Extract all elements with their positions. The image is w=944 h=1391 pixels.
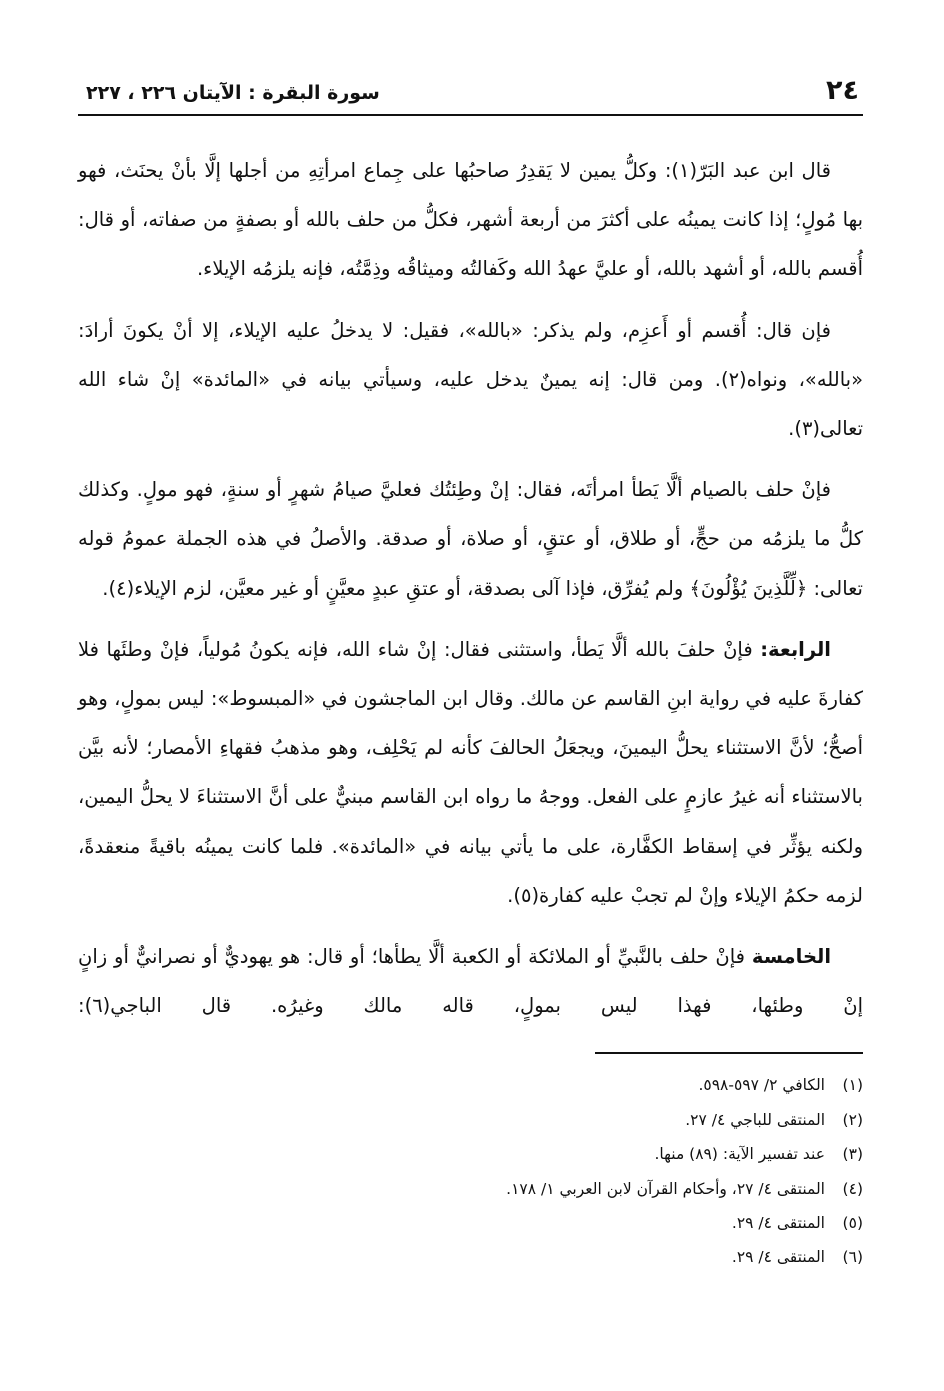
footnote-number: (٢) [842,1110,863,1129]
paragraph-lead: الخامسة [751,945,831,969]
paragraph-fifth-issue [78,932,863,1030]
footnote-number: (١) [842,1076,863,1095]
footnote-item [78,1206,863,1240]
footnote-number: (٦) [842,1248,863,1267]
paragraph-text: قال ابن عبد البَرّ(١): وكلُّ يمين لا يَقدِرُ صاحبُها على جِماع امرأتِهِ من أجلها إلَّا بأنْ يحنَث، فهو بها مُولٍ؛ إذا كانت يمينُه على أكثرَ من أربعة أشهر، فكلُّ من حلف بالله أو بصفةٍ من صفاته، أو قال: أُقسم بالله، أو أشهد بالله، أو عليَّ عهدُ الله وكَفالتُه وميثاقُه وذِمَّتُه، فإنه يلزمُه الإيلاء. [78,159,863,281]
footnote-item [78,1068,863,1102]
paragraph-fasting-oath [78,465,863,613]
footnote-item [78,1240,863,1274]
footnote-text: المنتقى للباجي ٤/ ٢٧. [685,1110,825,1129]
book-page [78,70,863,1360]
footnote-number: (٥) [842,1214,863,1233]
footnote-item [78,1103,863,1137]
paragraph-text: فإنْ حلفَ بالله ألَّا يَطأ، واستثنى فقال: إنْ شاء الله، فإنه يكونُ مُولياً، فإنْ وطئَها فلا كفارةَ عليه في رواية ابنِ القاسم عن مالك. وقال ابن الماجشون في «المبسوط»: ليس بمولٍ، وهو أصحُّ؛ لأنَّ الاستثناء يحلُّ اليمينَ، ويجعَلُ الحالفَ كأنه لم يَحْلِف، وهو مذهبُ فقهاءِ الأمصار؛ لأنه بيَّن بالاستثناء أنه غيرُ عازمٍ على الفعل. ووجهُ ما رواه ابن القاسم مبنيٌّ على أنَّ الاستثناءَ لا يحلُّ اليمين، ولكنه يؤثِّر في إسقاط الكفَّارة، على ما يأتي بيانه في «المائدة». فلما كانت يمينُه باقيةً منعقدةً، لزمه حكمُ الإيلاء وإنْ لم تجبْ عليه كفارة(٥). [78,637,863,907]
footnote-text: الكافي ٢/ ٥٩٧-٥٩٨. [698,1076,825,1095]
page-number: ٢٤ [826,75,859,106]
footnote-number: (٣) [842,1145,863,1164]
footnote-number: (٤) [842,1179,863,1198]
footnote-text: المنتقى ٤/ ٢٧، وأحكام القرآن لابن العربي ١/ ١٧٨. [506,1179,825,1198]
body-text [78,146,863,1030]
footnote-item [78,1172,863,1206]
paragraph-ibn-abd-al-barr [78,146,863,294]
footnotes [78,1068,863,1274]
paragraph-text: فإن قال: أُقسم أو أَعزِم، ولم يذكر: «بالله»، فقيل: لا يدخلُ عليه الإيلاء، إلا أنْ يكونَ أرادَ: «بالله»، ونواه(٢). ومن قال: إنه يمينٌ يدخل عليه، وسيأتي بيانه في «المائدة» إنْ شاء الله تعالى(٣). [78,318,863,441]
footnote-separator [595,1052,863,1054]
paragraph-text: فإنْ حلف بالنَّبيِّ أو الملائكة أو الكعبة ألَّا يطأها؛ أو قال: هو يهوديٌّ أو نصرانيٌّ أو زانٍ إنْ وطئها، فهذا ليس بمولٍ، قاله مالك وغيرُه. قال الباجي(٦): [78,945,863,1018]
paragraph-oath-wording [78,306,863,454]
paragraph-text: فإنْ حلف بالصيام ألَّا يَطأ امرأتَه، فقال: إنْ وطِئتُك فعليَّ صيامُ شهرٍ أو سنةٍ، فهو مولٍ. وكذلك كلُّ ما يلزمُه من حجٍّ، أو طلاق، أو عتقٍ، أو صلاة، أو صدقة. والأصلُ في هذه الجملة عمومُ قوله تعالى: ﴿لِّلَّذِينَ يُؤْلُونَ﴾ ولم يُفرِّق، فإذا آلى بصدقة، أو عتقِ عبدٍ معيَّنٍ أو غير معيَّن، لزم الإيلاء(٤). [78,478,863,600]
footnote-item [78,1137,863,1171]
footnote-text: المنتقى ٤/ ٢٩. [731,1248,825,1267]
footnote-text: عند تفسير الآية: (٨٩) منها. [654,1145,825,1164]
paragraph-lead: الرابعة: [760,637,831,661]
chapter-title: سورة البقرة : الآيتان ٢٢٦ ، ٢٢٧ [86,82,380,104]
running-header [78,70,863,116]
paragraph-fourth-issue [78,625,863,920]
footnote-text: المنتقى ٤/ ٢٩. [731,1214,825,1233]
